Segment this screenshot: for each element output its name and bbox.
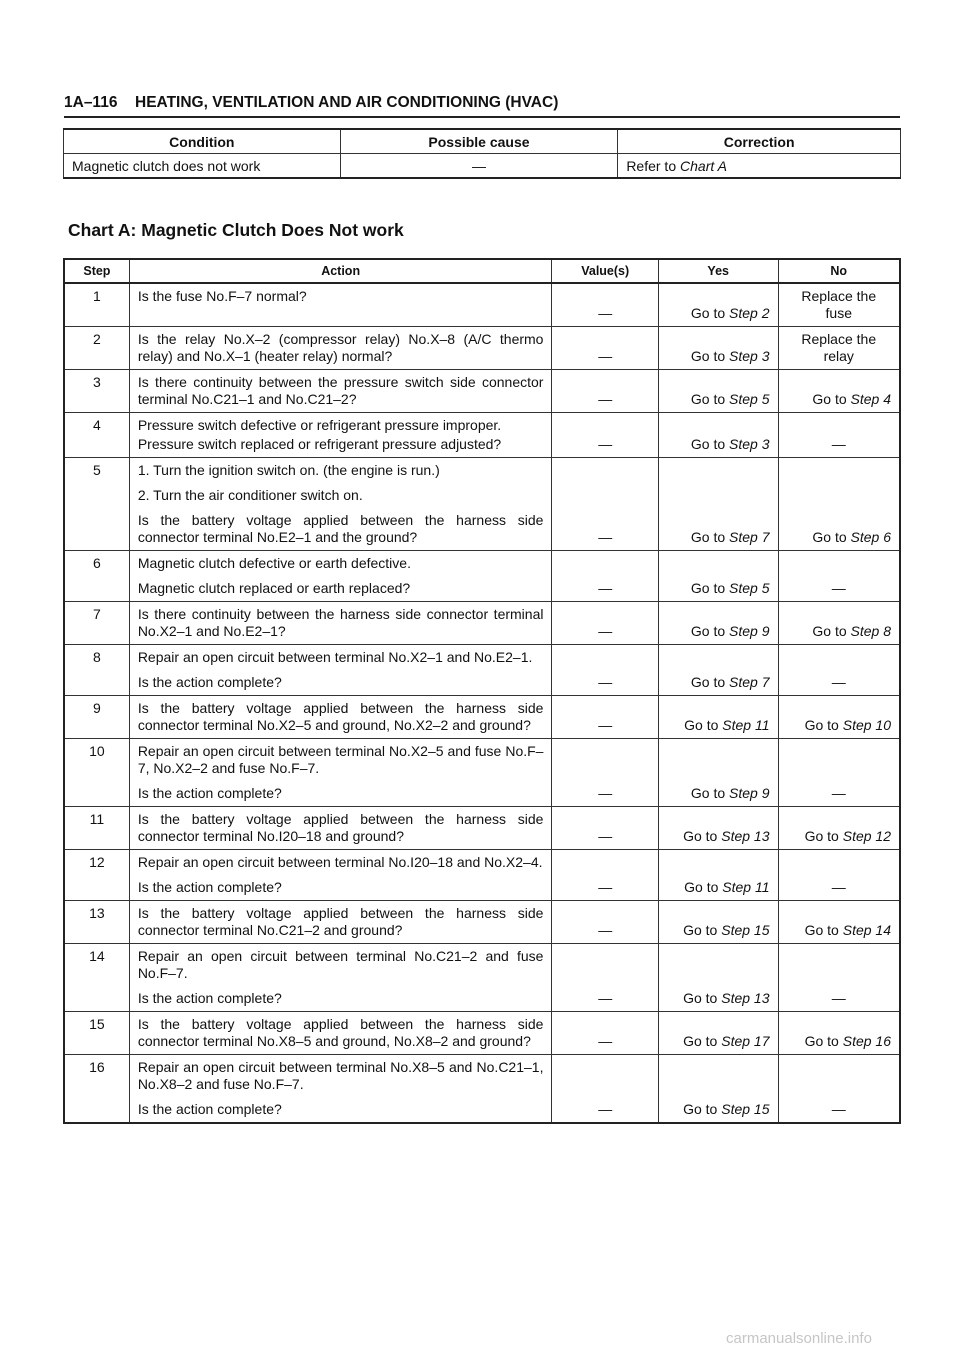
action-line: Repair an open circuit between terminal No.X2–1 and No.E2–1.: [137, 649, 533, 665]
yes-cell-link[interactable]: Go to Step 5: [690, 580, 770, 596]
step-action: [129, 602, 552, 645]
yes-cell-link[interactable]: Go to Step 17: [683, 1033, 770, 1049]
no-cell: [778, 458, 900, 551]
table-row: [64, 645, 900, 696]
no-cell-link[interactable]: Go to Step 4: [812, 391, 891, 407]
correction-cell: [618, 154, 901, 179]
step-value: —: [552, 1055, 658, 1124]
step-action: [129, 551, 552, 602]
step-action: [129, 413, 552, 458]
yes-cell-link[interactable]: Go to Step 3: [690, 348, 770, 364]
no-cell: [778, 901, 900, 944]
chart-a-link[interactable]: Chart A: [680, 157, 727, 174]
action-line: Is the battery voltage applied between the harness side connector terminal No.I20–18 and ground?: [137, 811, 544, 844]
yes-cell: [658, 551, 778, 602]
no-cell: [778, 696, 900, 739]
table-row: [64, 944, 900, 1012]
action-line: Is the battery voltage applied between the harness side connector terminal No.X8–5 and ground, No.X8–2 and ground?: [137, 1016, 544, 1049]
table-row: [64, 901, 900, 944]
no-cell: —: [778, 645, 900, 696]
section-title: HEATING, VENTILATION AND AIR CONDITIONING (HVAC): [135, 94, 559, 111]
no-cell: —: [778, 1055, 900, 1124]
table-row: [64, 739, 900, 807]
step-number: 5: [64, 458, 129, 551]
step-value: —: [552, 739, 658, 807]
step-action: [129, 739, 552, 807]
no-cell: —: [778, 413, 900, 458]
action-line: Is the battery voltage applied between the harness side connector terminal No.C21–2 and ground?: [137, 905, 544, 938]
step-action: [129, 1012, 552, 1055]
step-value: —: [552, 645, 658, 696]
no-cell-link[interactable]: Go to Step 10: [804, 717, 891, 733]
step-value: —: [552, 283, 658, 327]
step-value: —: [552, 901, 658, 944]
action-line: Is the action complete?: [137, 879, 282, 895]
action-line: Is the battery voltage applied between the harness side connector terminal No.E2–1 and the ground?: [137, 512, 544, 545]
step-action: [129, 850, 552, 901]
action-line: 2. Turn the air conditioner switch on.: [137, 487, 363, 503]
step-number: 11: [64, 807, 129, 850]
yes-cell-link[interactable]: Go to Step 13: [683, 828, 770, 844]
step-number: 8: [64, 645, 129, 696]
table-row: [64, 327, 900, 370]
yes-cell-link[interactable]: Go to Step 2: [690, 305, 770, 321]
condition-table-header: [64, 129, 901, 154]
step-action: [129, 807, 552, 850]
step-value: —: [552, 458, 658, 551]
no-cell-link[interactable]: Go to Step 8: [812, 623, 891, 639]
table-row: [64, 283, 900, 327]
yes-cell-link[interactable]: Go to Step 5: [690, 391, 770, 407]
step-number: 2: [64, 327, 129, 370]
no-cell: Replace the fuse: [778, 283, 900, 327]
table-row: [64, 1012, 900, 1055]
no-cell: [778, 370, 900, 413]
action-line: Magnetic clutch defective or earth defective.: [137, 555, 411, 571]
action-line: Pressure switch defective or refrigerant pressure improper.: [137, 417, 502, 433]
step-value: —: [552, 807, 658, 850]
step-action: [129, 370, 552, 413]
step-action: [129, 1055, 552, 1124]
step-number: 16: [64, 1055, 129, 1124]
no-cell-link[interactable]: Go to Step 6: [812, 529, 891, 545]
yes-cell: [658, 696, 778, 739]
diagnosis-table-header: [64, 259, 900, 283]
step-number: 15: [64, 1012, 129, 1055]
action-line: Is there continuity between the harness side connector terminal No.X2–1 and No.E2–1?: [137, 606, 544, 639]
no-cell: —: [778, 944, 900, 1012]
step-action: [129, 327, 552, 370]
step-number: 10: [64, 739, 129, 807]
action-line: Is the relay No.X–2 (compressor relay) No.X–8 (A/C thermo relay) and No.X–1 (heater relay) normal?: [137, 331, 544, 364]
col-no: No: [778, 259, 900, 283]
action-line: Is the action complete?: [137, 785, 282, 801]
action-line: Pressure switch replaced or refrigerant pressure adjusted?: [137, 436, 502, 452]
action-line: Is the fuse No.F–7 normal?: [137, 288, 307, 304]
table-row: [64, 850, 900, 901]
table-row: [64, 1055, 900, 1124]
yes-cell-link[interactable]: Go to Step 7: [690, 529, 770, 545]
action-line: Repair an open circuit between terminal No.X2–5 and fuse No.F–7, No.X2–2 and fuse No.F–7.: [137, 743, 544, 776]
step-action: [129, 696, 552, 739]
yes-cell-link[interactable]: Go to Step 15: [683, 1101, 770, 1117]
table-row: [64, 154, 901, 179]
step-value: —: [552, 850, 658, 901]
no-cell: —: [778, 551, 900, 602]
col-action: Action: [129, 259, 552, 283]
action-line: Repair an open circuit between terminal No.C21–2 and fuse No.F–7.: [137, 948, 544, 981]
yes-cell: [658, 283, 778, 327]
table-row: [64, 602, 900, 645]
step-action: [129, 283, 552, 327]
table-row: [64, 696, 900, 739]
yes-cell-link[interactable]: Go to Step 9: [690, 623, 770, 639]
watermark: carmanualsonline.info: [726, 1330, 872, 1347]
yes-cell-link[interactable]: Go to Step 11: [684, 717, 770, 733]
step-number: 12: [64, 850, 129, 901]
yes-cell: [658, 807, 778, 850]
correction-prefix: Refer to: [626, 157, 677, 174]
step-value: —: [552, 602, 658, 645]
action-line: Is the action complete?: [137, 674, 282, 690]
yes-cell: [658, 850, 778, 901]
action-line: 1. Turn the ignition switch on. (the engine is run.): [137, 462, 440, 478]
step-action: [129, 944, 552, 1012]
diagnosis-body: [64, 283, 900, 1123]
yes-cell: [658, 370, 778, 413]
step-value: —: [552, 944, 658, 1012]
action-line: Repair an open circuit between terminal No.I20–18 and No.X2–4.: [137, 854, 543, 870]
diagnosis-table: [63, 258, 901, 1124]
yes-cell: [658, 413, 778, 458]
step-action: [129, 645, 552, 696]
no-cell: [778, 1012, 900, 1055]
action-line: Magnetic clutch replaced or earth replaced?: [137, 580, 411, 596]
yes-cell-link[interactable]: Go to Step 11: [684, 879, 770, 895]
step-number: 9: [64, 696, 129, 739]
page-header: [64, 90, 900, 118]
action-line: Is the battery voltage applied between the harness side connector terminal No.X2–5 and ground, No.X2–2 and ground?: [137, 700, 544, 733]
condition-cell: Magnetic clutch does not work: [64, 154, 341, 179]
table-row: [64, 370, 900, 413]
yes-cell-link[interactable]: Go to Step 13: [683, 990, 770, 1006]
yes-cell: [658, 901, 778, 944]
cause-cell: —: [340, 154, 618, 179]
step-number: 1: [64, 283, 129, 327]
no-cell-link[interactable]: Go to Step 14: [804, 922, 891, 938]
yes-cell: [658, 1055, 778, 1124]
no-cell-link[interactable]: Go to Step 12: [804, 828, 891, 844]
no-cell: —: [778, 850, 900, 901]
table-row: [64, 413, 900, 458]
yes-cell: [658, 327, 778, 370]
col-possible-cause: Possible cause: [340, 129, 618, 154]
step-value: —: [552, 370, 658, 413]
yes-cell: [658, 645, 778, 696]
no-cell: —: [778, 739, 900, 807]
no-cell: [778, 602, 900, 645]
table-row: [64, 458, 900, 551]
condition-table: [63, 128, 901, 179]
action-line: Is there continuity between the pressure switch side connector terminal No.C21–1 and No.C21–2?: [137, 374, 544, 407]
step-value: —: [552, 1012, 658, 1055]
chart-title: Chart A: Magnetic Clutch Does Not work: [68, 220, 404, 240]
yes-cell-link[interactable]: Go to Step 9: [690, 785, 770, 801]
col-correction: Correction: [618, 129, 901, 154]
action-line: Repair an open circuit between terminal No.X8–5 and No.C21–1, No.X8–2 and fuse No.F–7.: [137, 1059, 544, 1092]
step-value: —: [552, 696, 658, 739]
no-cell-link[interactable]: Go to Step 16: [804, 1033, 891, 1049]
step-number: 4: [64, 413, 129, 458]
no-cell: Replace the relay: [778, 327, 900, 370]
step-value: —: [552, 551, 658, 602]
col-step: Step: [64, 259, 129, 283]
step-value: —: [552, 327, 658, 370]
step-number: 7: [64, 602, 129, 645]
action-line: Is the action complete?: [137, 990, 282, 1006]
action-line: Is the action complete?: [137, 1101, 282, 1117]
yes-cell: [658, 944, 778, 1012]
page-number: 1A–116: [64, 94, 118, 111]
no-cell: [778, 807, 900, 850]
step-value: —: [552, 413, 658, 458]
col-condition: Condition: [64, 129, 341, 154]
yes-cell-link[interactable]: Go to Step 15: [683, 922, 770, 938]
yes-cell: [658, 1012, 778, 1055]
step-number: 14: [64, 944, 129, 1012]
yes-cell: [658, 602, 778, 645]
yes-cell-link[interactable]: Go to Step 7: [690, 674, 770, 690]
step-number: 3: [64, 370, 129, 413]
yes-cell-link[interactable]: Go to Step 3: [690, 436, 770, 452]
table-row: [64, 807, 900, 850]
table-row: [64, 551, 900, 602]
yes-cell: [658, 739, 778, 807]
yes-cell: [658, 458, 778, 551]
step-action: [129, 901, 552, 944]
col-yes: Yes: [658, 259, 778, 283]
step-number: 13: [64, 901, 129, 944]
step-number: 6: [64, 551, 129, 602]
col-values: Value(s): [552, 259, 658, 283]
step-action: [129, 458, 552, 551]
